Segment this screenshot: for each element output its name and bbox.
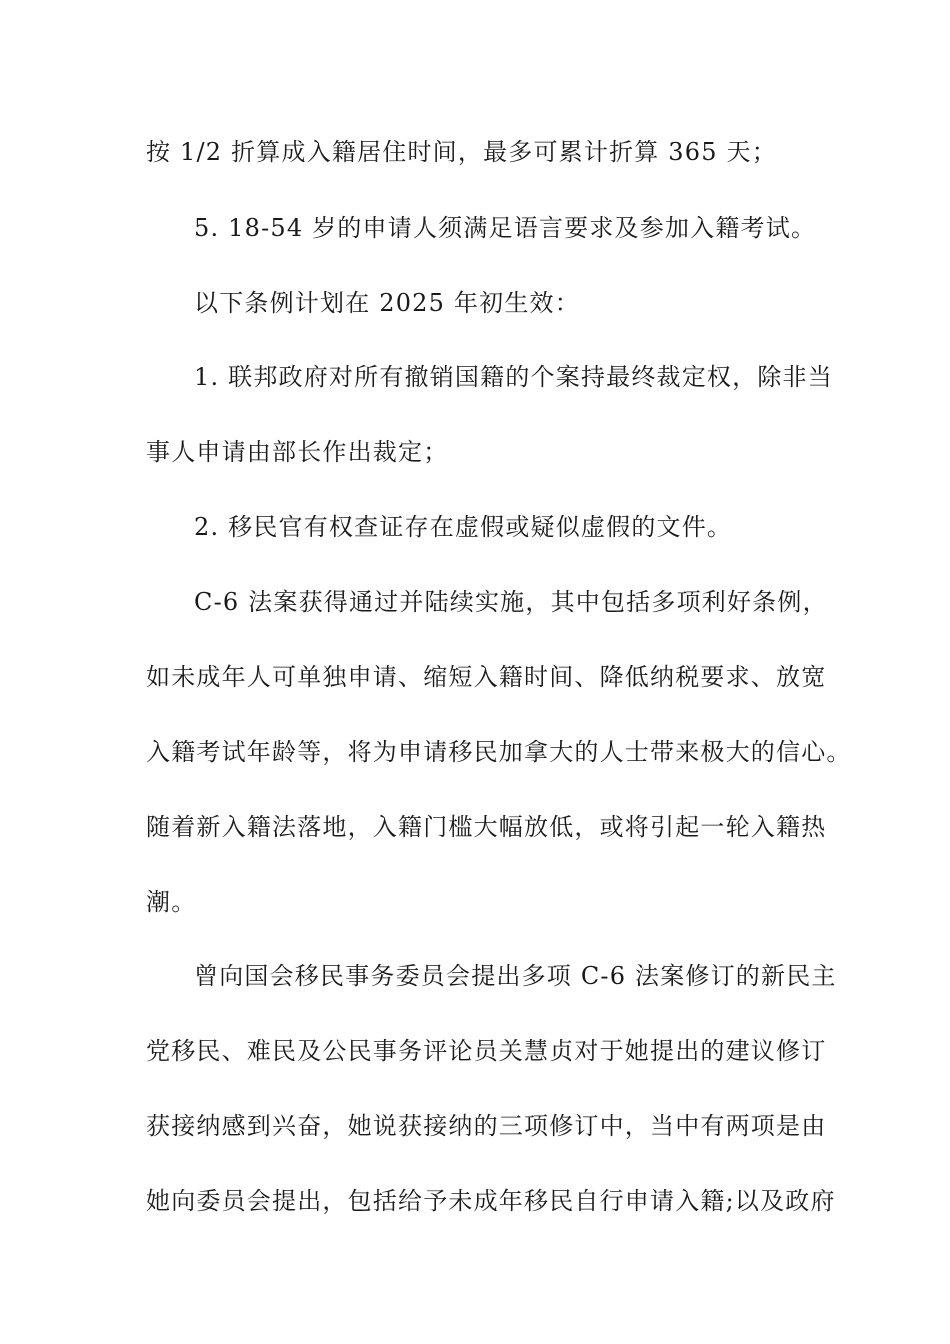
- paragraph-line: 事人申请由部长作出裁定；: [146, 438, 449, 466]
- paragraph-line: 入籍考试年龄等，将为申请移民加拿大的人士带来极大的信心。: [146, 738, 852, 766]
- paragraph-line: 她向委员会提出，包括给予未成年移民自行申请入籍;以及政府: [146, 1187, 836, 1215]
- paragraph-line: 以下条例计划在 2025 年初生效：: [194, 289, 580, 317]
- paragraph-line: 获接纳感到兴奋，她说获接纳的三项修订中，当中有两项是由: [146, 1112, 827, 1140]
- paragraph-line: 按 1/2 折算成入籍居住时间，最多可累计折算 365 天；: [146, 138, 777, 166]
- paragraph-line: 2. 移民官有权查证存在虚假或疑似虚假的文件。: [194, 513, 733, 541]
- paragraph-line: 1. 联邦政府对所有撤销国籍的个案持最终裁定权，除非当: [194, 363, 833, 391]
- paragraph-line: 曾向国会移民事务委员会提出多项 C-6 法案修订的新民主: [194, 962, 837, 990]
- paragraph-line: 潮。: [146, 888, 197, 916]
- paragraph-line: 如未成年人可单独申请、缩短入籍时间、降低纳税要求、放宽: [146, 663, 827, 691]
- paragraph-line: 5. 18-54 岁的申请人须满足语言要求及参加入籍考试。: [194, 214, 817, 242]
- paragraph-line: 党移民、难民及公民事务评论员关慧贞对于她提出的建议修订: [146, 1037, 827, 1065]
- paragraph-line: 随着新入籍法落地，入籍门槛大幅放低，或将引起一轮入籍热: [146, 813, 827, 841]
- paragraph-line: C-6 法案获得通过并陆续实施，其中包括多项利好条例，: [194, 588, 828, 616]
